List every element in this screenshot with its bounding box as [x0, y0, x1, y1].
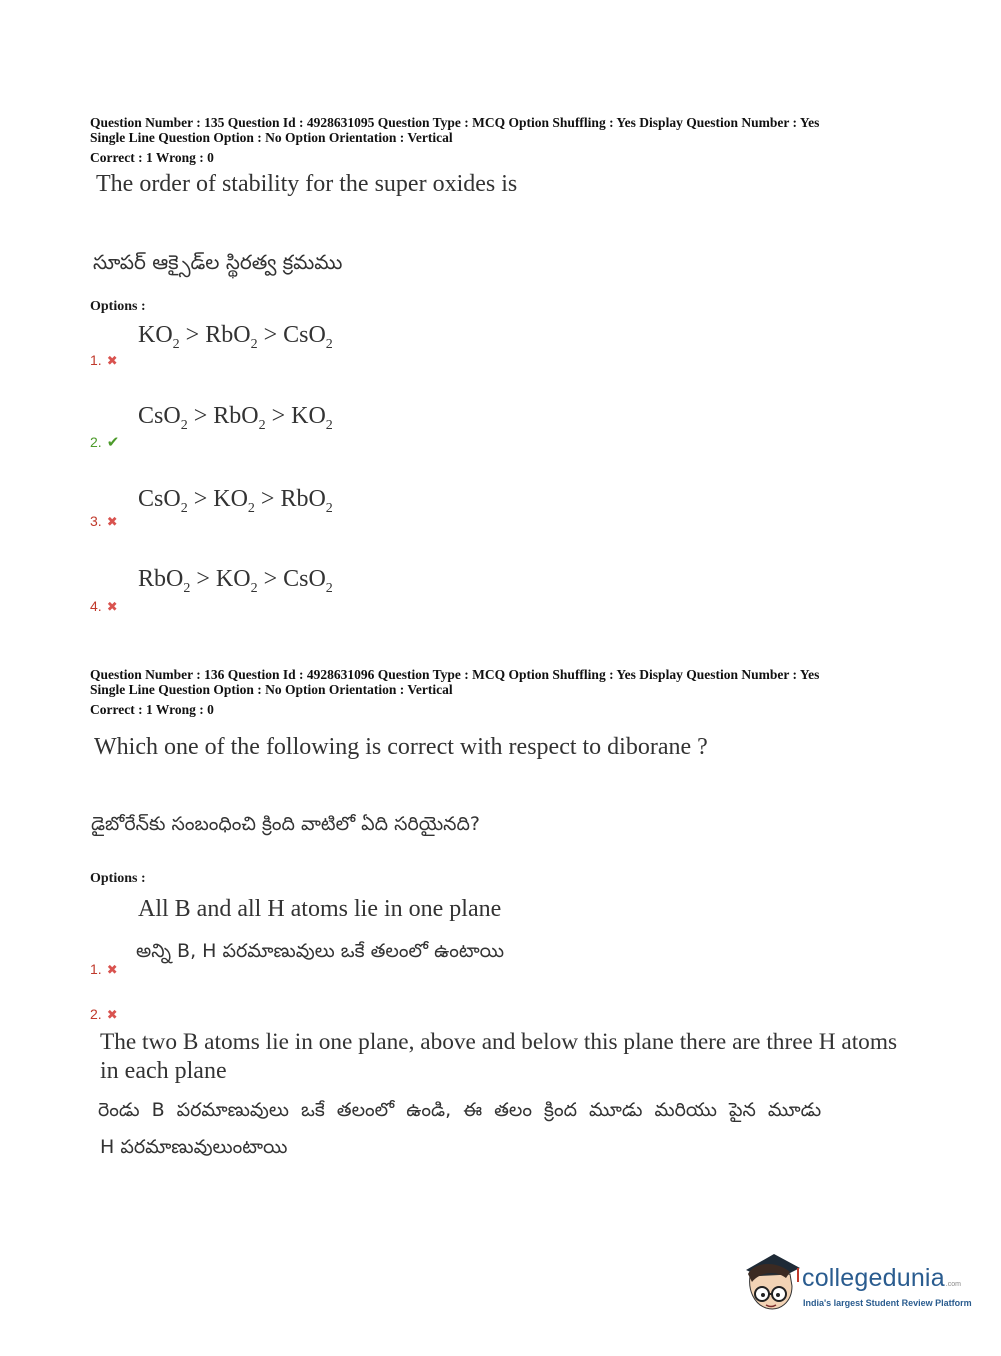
q136-option-1-telugu[interactable]: అన్ని B, H పరమాణువులు ఒకే తలంలో ఉంటాయి: [136, 940, 505, 962]
q136-option-2-telugu-line2[interactable]: H పరమాణువులుంటాయి: [100, 1136, 288, 1158]
logo-wordmark: collegedunia.com: [802, 1264, 961, 1292]
q136-option-2-english-line1[interactable]: The two B atoms lie in one plane, above and below this plane there are three H atoms: [100, 1029, 898, 1055]
formula-term: RbO: [280, 486, 326, 512]
formula-term: CsO: [283, 322, 326, 348]
gt-sign: >: [263, 322, 278, 348]
q136-score: Correct : 1 Wrong : 0: [90, 702, 214, 717]
q136-option-2-telugu-line1[interactable]: రెండు B పరమాణువులు ఒకే తలంలో ఉండి, ఈ తలం క్రింద మూడు మరియు పైన మూడు: [98, 1099, 822, 1121]
gt-sign: >: [196, 566, 210, 592]
q135-question-english: The order of stability for the super oxides is: [96, 171, 518, 197]
gt-sign: >: [263, 566, 278, 592]
check-icon: ✔: [106, 434, 120, 451]
formula-term: CsO: [138, 486, 181, 512]
q135-options-label: Options :: [90, 299, 146, 314]
formula-term: RbO: [213, 403, 259, 429]
cross-icon: ✖: [106, 514, 118, 529]
q136-options-label: Options :: [90, 871, 146, 886]
q136-question-english: Which one of the following is correct with respect to diborane ?: [94, 734, 708, 760]
q135-option-4-formula[interactable]: $RbO_2 > KO_2 > CsO_2$: [138, 566, 333, 596]
formula-term: KO: [215, 566, 251, 592]
gt-sign: >: [193, 403, 208, 429]
gt-sign: >: [260, 486, 275, 512]
formula-term: RbO: [205, 322, 251, 348]
cross-icon: ✖: [106, 599, 118, 614]
q135-option-1-number: 1. ✖: [90, 352, 118, 368]
q135-question-telugu: సూపర్ ఆక్సైడ్‌ల స్థిరత్వ క్రమము: [93, 250, 343, 274]
q136-question-telugu: డైబోరేన్‌కు సంబంధించి క్రింది వాటిలో ఏది సరియైనది?: [91, 813, 481, 835]
q135-option-4-number: 4. ✖: [90, 598, 118, 614]
collegedunia-logo[interactable]: [740, 1250, 970, 1320]
q135-option-2-number: 2. ✔: [90, 434, 120, 451]
formula-term: RbO: [138, 566, 184, 592]
mascot-icon: [740, 1250, 802, 1316]
q136-option-1-number: 1. ✖: [90, 961, 118, 977]
formula-term: KO: [291, 403, 326, 429]
formula-term: KO: [138, 322, 173, 348]
q136-option-2-number: 2. ✖: [90, 1006, 118, 1022]
gt-sign: >: [193, 486, 208, 512]
q135-meta-line2: Single Line Question Option : No Option Orientation : Vertical: [90, 130, 453, 145]
formula-term: CsO: [283, 566, 326, 592]
q136-meta-line2: Single Line Question Option : No Option Orientation : Vertical: [90, 682, 453, 697]
cross-icon: ✖: [106, 353, 118, 368]
q136-option-1-english[interactable]: All B and all H atoms lie in one plane: [138, 896, 502, 922]
cross-icon: ✖: [106, 1007, 118, 1022]
q135-option-1-formula[interactable]: $KO_2 > RbO_2 > CsO_2$: [138, 322, 333, 352]
cross-icon: ✖: [106, 962, 118, 977]
q135-option-3-number: 3. ✖: [90, 513, 118, 529]
formula-term: KO: [213, 486, 248, 512]
q135-option-2-formula[interactable]: $CsO_2 > RbO_2 > KO_2$: [138, 403, 333, 433]
gt-sign: >: [271, 403, 286, 429]
q136-meta-line1: Question Number : 136 Question Id : 4928631096 Question Type : MCQ Option Shuffling : Yes Display Question Number : Yes: [90, 667, 820, 682]
q135-option-3-formula[interactable]: $CsO_2 > KO_2 > RbO_2$: [138, 486, 333, 516]
gt-sign: >: [185, 322, 200, 348]
formula-term: CsO: [138, 403, 181, 429]
q135-score: Correct : 1 Wrong : 0: [90, 150, 214, 165]
q136-option-2-english-line2[interactable]: in each plane: [100, 1058, 227, 1084]
q135-meta-line1: Question Number : 135 Question Id : 4928631095 Question Type : MCQ Option Shuffling : Yes Display Question Number : Yes: [90, 115, 820, 130]
logo-tagline: India's largest Student Review Platform: [803, 1298, 972, 1308]
